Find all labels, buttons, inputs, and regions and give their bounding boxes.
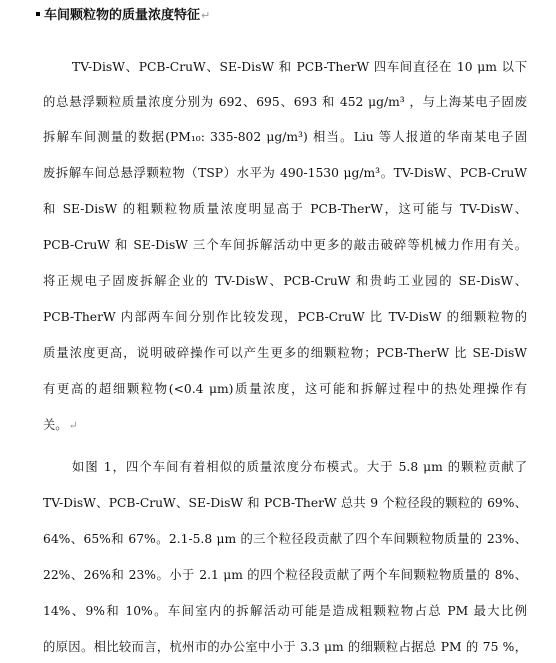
paragraph-mark-icon: ↵ [201,9,211,22]
paragraph-2-line-5: 14%、9%和 10%。车间室内的拆解活动可能是造成粗颗粒物占总 PM 最大比例 [43,604,527,618]
paragraph-1-line-7: 将正规电子固废拆解企业的 TV-DisW、PCB-CruW 和贵屿工业园的 SE-DisW、 [43,274,527,288]
paragraph-1-line-9: 质量浓度更高，说明破碎操作可以产生更多的细颗粒物；PCB-TherW 比 SE-DisW [43,346,527,360]
paragraph-1-line-4: 废拆解车间总悬浮颗粒物（TSP）水平为 490-1530 μg/m³。TV-DisW、PCB-CruW [43,166,527,180]
paragraph-2-line-4: 22%、26%和 23%。小于 2.1 μm 的四个粒径段贡献了两个车间颗粒物质量的 8%、 [43,568,527,582]
paragraph-mark-icon: ↵ [68,419,78,432]
paragraph-2-line-6: 的原因。相比较而言，杭州市的办公室中小于 3.3 μm 的细颗粒占据总 PM 的 75 %， [43,640,527,654]
paragraph-2-line-1: 如图 1，四个车间有着相似的质量浓度分布模式。大于 5.8 μm 的颗粒贡献了 [72,460,527,474]
paragraph-1-line-11 [43,414,527,436]
paragraph-1-line-11-text: 关。 [43,418,68,432]
paragraph-1-line-5: 和 SE-DisW 的粗颗粒物质量浓度明显高于 PCB-TherW，这可能与 TV-DisW、 [43,202,527,216]
bullet-icon [36,12,40,16]
paragraph-2-line-2: TV-DisW、PCB-CruW、SE-DisW 和 PCB-TherW 总共 9 个粒径段的颗粒的 69%、 [43,496,527,510]
paragraph-1-line-10: 有更高的超细颗粒物(<0.4 μm)质量浓度，这可能和拆解过程中的热处理操作有 [43,382,527,396]
paragraph-1-line-6: PCB-CruW 和 SE-DisW 三个车间拆解活动中更多的敲击破碎等机械力作用有关。 [43,238,527,252]
paragraph-1-line-8: PCB-TherW 内部两车间分别作比较发现，PCB-CruW 比 TV-DisW 的细颗粒物的 [43,310,527,324]
section-heading [36,6,210,26]
paragraph-1-line-2: 的总悬浮颗粒质量浓度分别为 692、695、693 和 452 μg/m³ ，与上海某电子固废 [43,95,527,109]
section-heading-text: 车间颗粒物的质量浓度特征 [44,8,201,23]
paragraph-1-line-3: 拆解车间测量的数据(PM₁₀: 335-802 μg/m³) 相当。Liu 等人报道的华南某电子固 [43,130,527,144]
paragraph-2-line-3: 64%、65%和 67%。2.1-5.8 μm 的三个粒径段贡献了四个车间颗粒物质量的 23%、 [43,532,527,546]
paragraph-1-line-1: TV-DisW、PCB-CruW、SE-DisW 和 PCB-TherW 四车间直径在 10 μm 以下 [72,60,527,74]
